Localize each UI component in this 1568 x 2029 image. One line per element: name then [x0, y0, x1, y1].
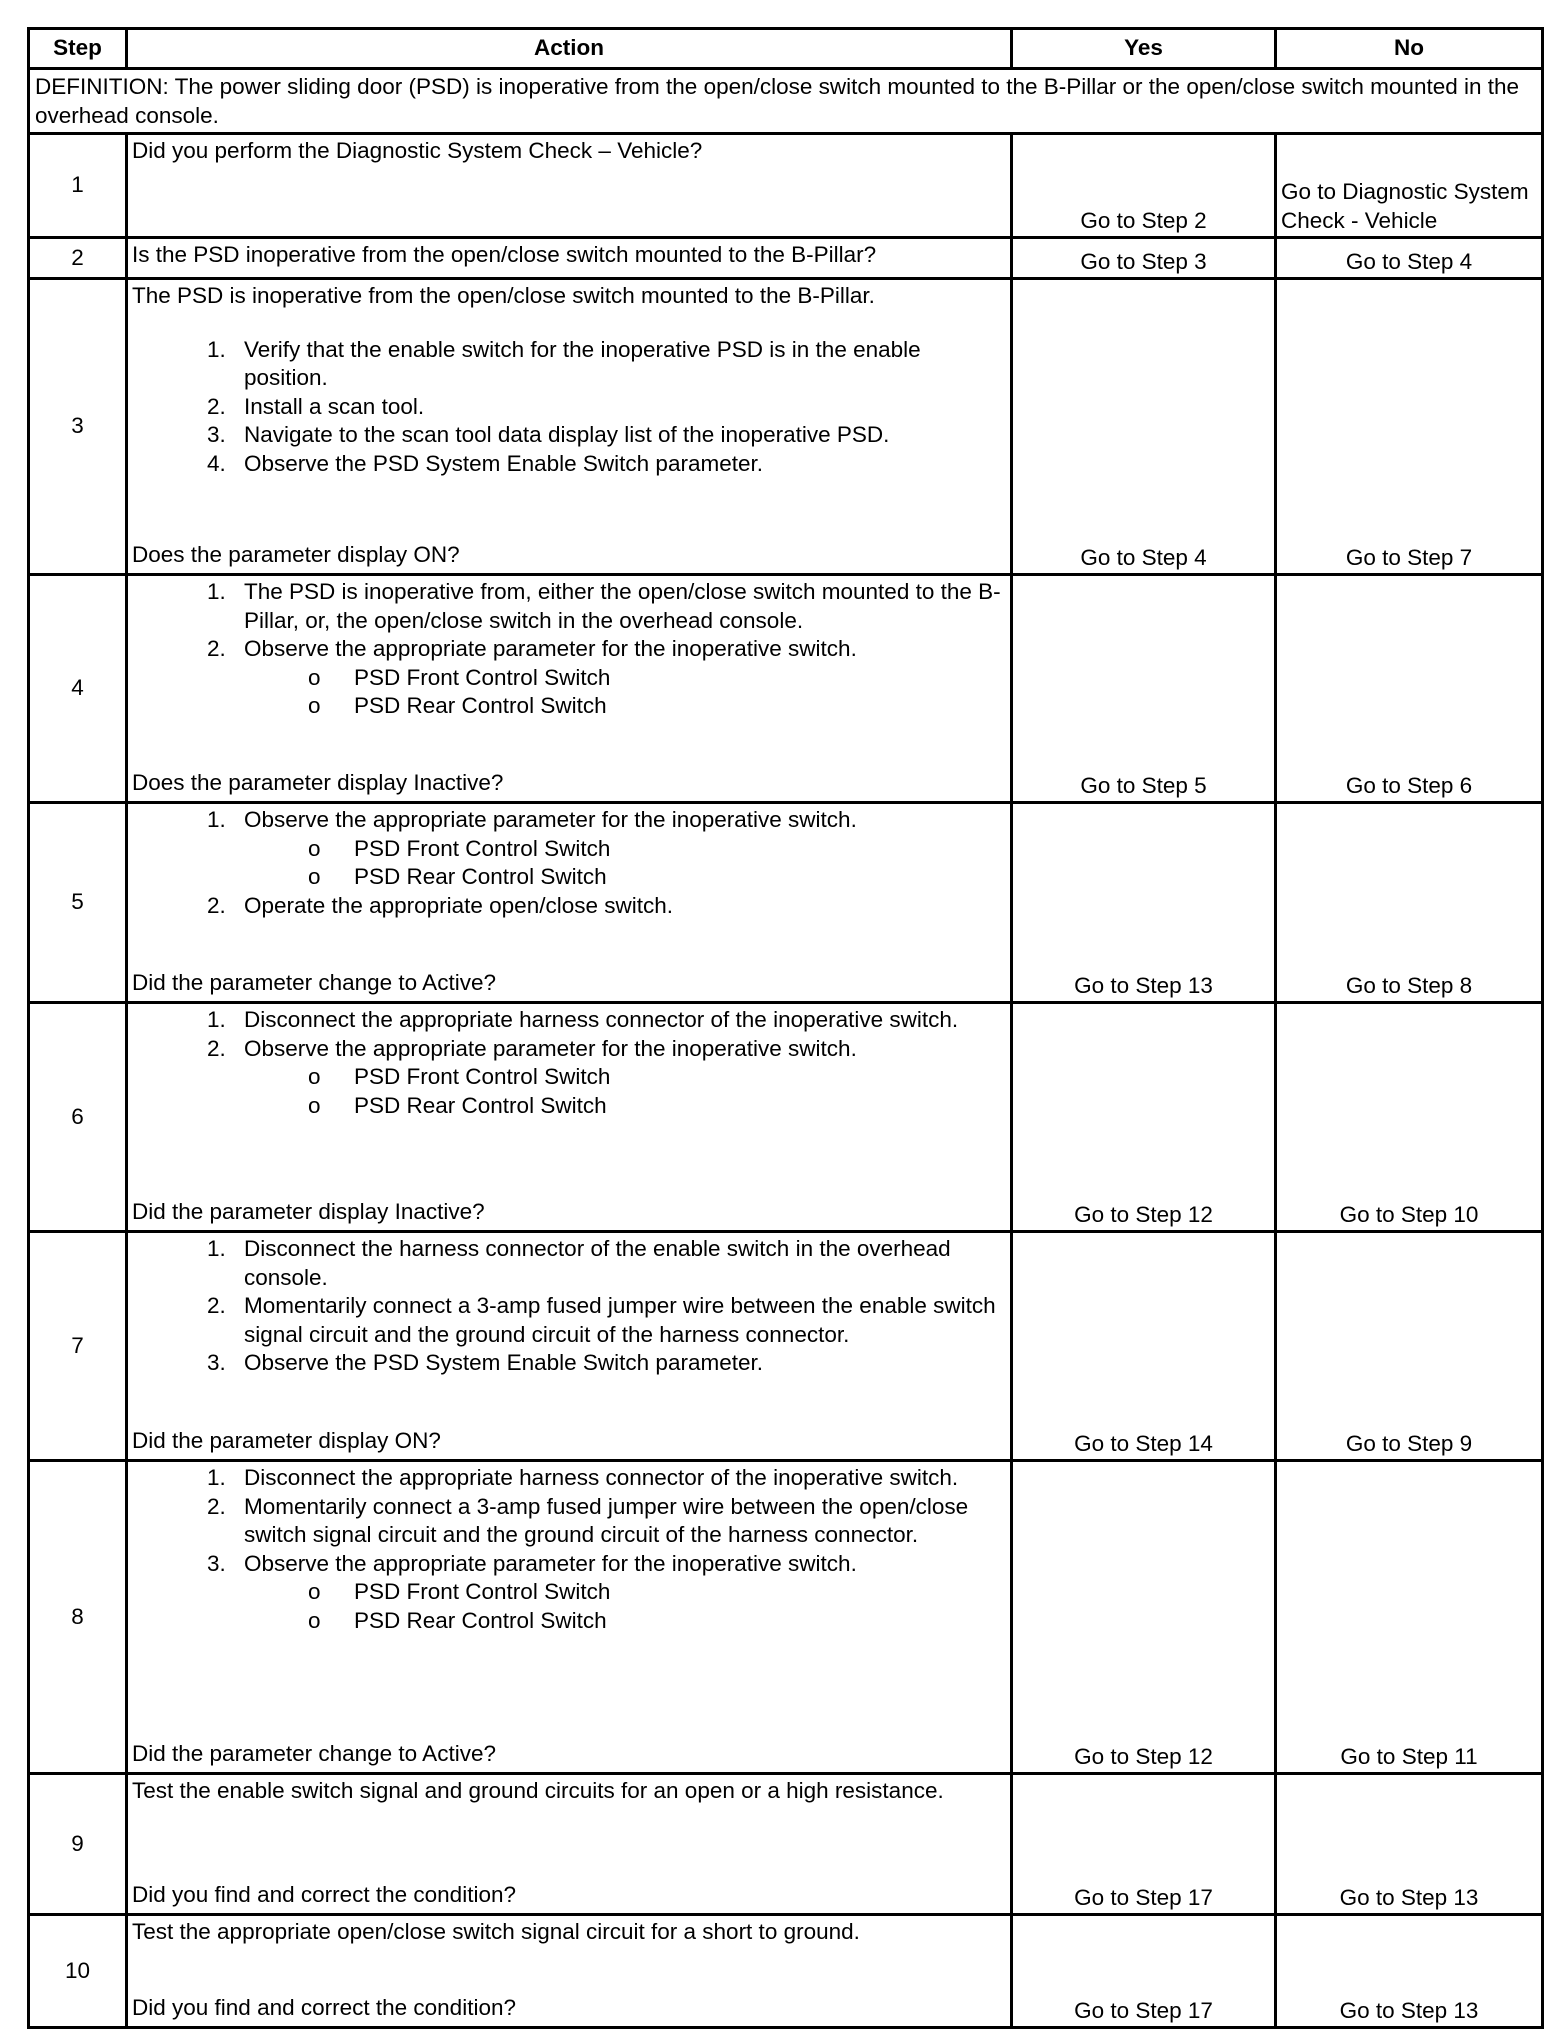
action-cell — [127, 803, 1012, 1003]
parameter-list — [244, 664, 1006, 721]
action-step-text: Disconnect the harness connector of the enable switch in the overhead console. — [244, 1236, 951, 1290]
diagnostic-table — [27, 27, 1544, 2029]
action-steps — [132, 1006, 1006, 1120]
action-step-item — [232, 1006, 1006, 1035]
action-cell — [127, 1461, 1012, 1774]
action-cell — [127, 1232, 1012, 1461]
action-intro: Test the enable switch signal and ground circuits for an open or a high resistance. — [132, 1778, 944, 1803]
parameter-item: o PSD Rear Control Switch — [354, 1607, 1006, 1636]
header-no: No — [1276, 29, 1543, 69]
action-step-item — [232, 806, 1006, 892]
step-number: 7 — [29, 1232, 127, 1461]
table-row — [29, 134, 1543, 238]
no-result: Go to Step 6 — [1276, 575, 1543, 803]
step-number: 3 — [29, 279, 127, 575]
action-step-item — [232, 892, 1006, 921]
parameter-item: o PSD Rear Control Switch — [354, 863, 1006, 892]
action-step-text: The PSD is inoperative from, either the open/close switch mounted to the B-Pillar, or, the open/close switch in the overhead console. — [244, 579, 1001, 633]
yes-result: Go to Step 17 — [1012, 1915, 1276, 2028]
action-cell — [127, 238, 1012, 279]
table-row — [29, 803, 1543, 1003]
table-row — [29, 279, 1543, 575]
action-step-text: Observe the PSD System Enable Switch parameter. — [244, 450, 763, 476]
header-action: Action — [127, 29, 1012, 69]
action-steps — [132, 336, 1006, 479]
action-step-item — [232, 1292, 1006, 1349]
action-step-item — [232, 1235, 1006, 1292]
action-question: Did the parameter display Inactive? — [132, 1198, 485, 1224]
action-step-item — [232, 1493, 1006, 1550]
parameter-list — [244, 1063, 1006, 1120]
no-result: Go to Step 13 — [1276, 1774, 1543, 1915]
yes-result: Go to Step 5 — [1012, 575, 1276, 803]
table-body — [29, 69, 1543, 2028]
action-step-text: Verify that the enable switch for the inoperative PSD is in the enable position. — [244, 336, 921, 390]
action-cell — [127, 1003, 1012, 1232]
step-number: 10 — [29, 1915, 127, 2028]
action-step-item — [232, 336, 1006, 393]
parameter-item: o PSD Front Control Switch — [354, 1578, 1006, 1607]
definition-text: DEFINITION: The power sliding door (PSD) is inoperative from the open/close switch mounted to the B-Pillar or the open/close switch mounted in the overhead console. — [29, 69, 1543, 134]
yes-result: Go to Step 17 — [1012, 1774, 1276, 1915]
no-result: Go to Step 7 — [1276, 279, 1543, 575]
action-steps — [132, 1235, 1006, 1378]
step-number: 6 — [29, 1003, 127, 1232]
yes-result: Go to Step 14 — [1012, 1232, 1276, 1461]
no-result: Go to Step 4 — [1276, 238, 1543, 279]
action-step-text: Disconnect the appropriate harness connector of the inoperative switch. — [244, 1465, 959, 1490]
header-step: Step — [29, 29, 127, 69]
action-steps — [132, 1464, 1006, 1635]
step-number: 9 — [29, 1774, 127, 1915]
yes-result: Go to Step 13 — [1012, 803, 1276, 1003]
action-step-item — [232, 393, 1006, 422]
step-number: 2 — [29, 238, 127, 279]
definition-row — [29, 69, 1543, 134]
action-question: Did the parameter change to Active? — [132, 969, 496, 995]
yes-result: Go to Step 2 — [1012, 134, 1276, 238]
header-row — [29, 29, 1543, 69]
action-cell — [127, 279, 1012, 575]
action-step-text: Disconnect the appropriate harness connector of the inoperative switch. — [244, 1007, 959, 1032]
action-step-item — [232, 1035, 1006, 1121]
action-question: Does the parameter display Inactive? — [132, 769, 504, 795]
action-intro: Did you perform the Diagnostic System Check – Vehicle? — [132, 138, 703, 163]
action-intro: The PSD is inoperative from the open/close switch mounted to the B-Pillar. — [132, 283, 875, 308]
no-result: Go to Step 9 — [1276, 1232, 1543, 1461]
no-result: Go to Step 13 — [1276, 1915, 1543, 2028]
action-step-text: Navigate to the scan tool data display list of the inoperative PSD. — [244, 422, 890, 447]
action-step-text: Operate the appropriate open/close switch. — [244, 892, 674, 918]
action-steps — [132, 578, 1006, 721]
action-step-item — [232, 1464, 1006, 1493]
yes-result: Go to Step 12 — [1012, 1003, 1276, 1232]
action-cell — [127, 134, 1012, 238]
table-row — [29, 1232, 1543, 1461]
parameter-item: o PSD Rear Control Switch — [354, 1092, 1006, 1121]
table-row — [29, 1461, 1543, 1774]
parameter-list — [244, 835, 1006, 892]
action-step-text: Observe the appropriate parameter for the inoperative switch. — [244, 1035, 857, 1061]
no-result: Go to Step 10 — [1276, 1003, 1543, 1232]
action-intro: Test the appropriate open/close switch signal circuit for a short to ground. — [132, 1919, 860, 1944]
no-result: Go to Step 8 — [1276, 803, 1543, 1003]
yes-result: Go to Step 4 — [1012, 279, 1276, 575]
action-cell — [127, 575, 1012, 803]
action-question: Did you find and correct the condition? — [132, 1881, 516, 1907]
action-step-text: Observe the appropriate parameter for the inoperative switch. — [244, 1550, 857, 1576]
yes-result: Go to Step 3 — [1012, 238, 1276, 279]
action-step-text: Install a scan tool. — [244, 393, 425, 419]
action-step-item — [232, 578, 1006, 635]
step-number: 1 — [29, 134, 127, 238]
action-step-text: Momentarily connect a 3-amp fused jumper wire between the enable switch signal circuit and the ground circuit of the harness connector. — [244, 1293, 996, 1347]
action-step-item — [232, 450, 1006, 479]
step-number: 8 — [29, 1461, 127, 1774]
parameter-list — [244, 1578, 1006, 1635]
action-question: Did the parameter change to Active? — [132, 1740, 496, 1766]
action-step-item — [232, 1349, 1006, 1378]
parameter-item: o PSD Rear Control Switch — [354, 692, 1006, 721]
header-yes: Yes — [1012, 29, 1276, 69]
no-result: Go to Step 11 — [1276, 1461, 1543, 1774]
table-row — [29, 1003, 1543, 1232]
action-steps — [132, 806, 1006, 920]
action-cell — [127, 1774, 1012, 1915]
table-row — [29, 238, 1543, 279]
action-question: Does the parameter display ON? — [132, 541, 460, 567]
action-step-text: Observe the appropriate parameter for the inoperative switch. — [244, 807, 857, 832]
action-intro: Is the PSD inoperative from the open/close switch mounted to the B-Pillar? — [132, 242, 877, 267]
action-step-text: Observe the appropriate parameter for the inoperative switch. — [244, 636, 857, 661]
table-row — [29, 1774, 1543, 1915]
yes-result: Go to Step 12 — [1012, 1461, 1276, 1774]
parameter-item: o PSD Front Control Switch — [354, 1063, 1006, 1092]
parameter-item: o PSD Front Control Switch — [354, 664, 1006, 693]
action-step-item — [232, 421, 1006, 450]
table-row — [29, 1915, 1543, 2028]
action-step-item — [232, 1550, 1006, 1636]
action-step-text: Momentarily connect a 3-amp fused jumper wire between the open/close switch signal circuit and the ground circuit of the harness connector. — [244, 1493, 969, 1547]
action-step-text: Observe the PSD System Enable Switch parameter. — [244, 1350, 763, 1375]
no-result: Go to Diagnostic System Check - Vehicle — [1276, 134, 1543, 238]
table-row — [29, 575, 1543, 803]
diagnostic-document — [27, 27, 1541, 2029]
step-number: 4 — [29, 575, 127, 803]
action-question: Did the parameter display ON? — [132, 1427, 441, 1453]
step-number: 5 — [29, 803, 127, 1003]
action-question: Did you find and correct the condition? — [132, 1994, 516, 2020]
action-cell — [127, 1915, 1012, 2028]
action-step-item — [232, 635, 1006, 721]
parameter-item: o PSD Front Control Switch — [354, 835, 1006, 864]
